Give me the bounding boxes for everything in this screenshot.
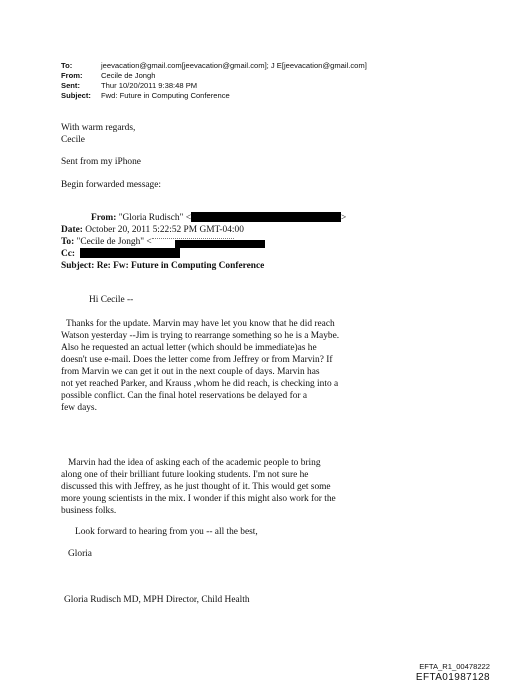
forwarded-to-value: "Cecile de Jongh" < [76, 237, 152, 247]
forwarded-from-value: "Gloria Rudisch" < [118, 213, 191, 223]
forwarded-from-label: From: [91, 213, 117, 223]
header-to-label: To: [61, 61, 73, 70]
forwarded-date-value: October 20, 2011 5:22:52 PM GMT-04:00 [85, 225, 244, 235]
signature-line: Gloria Rudisch MD, MPH Director, Child Health [64, 595, 250, 605]
paragraph-line: few days. [61, 403, 97, 413]
paragraph-line: Marvin had the idea of asking each of the academic people to bring [68, 458, 321, 468]
sent-from-line: Sent from my iPhone [61, 157, 141, 167]
paragraph-line: business folks. [61, 506, 117, 516]
header-sent-row [61, 81, 367, 91]
header-subject-value: Fwd: Future in Computing Conference [101, 91, 230, 100]
paragraph-line: more young scientists in the mix. I wonder if this might also work for the [61, 494, 336, 504]
header-sent-label: Sent: [61, 81, 80, 90]
header-from-value: Cecile de Jongh [101, 71, 156, 80]
paragraph-line: Watson yesterday --Jim is trying to rearrange something so he is a Maybe. [61, 331, 340, 341]
forwarded-cc-row [61, 248, 180, 260]
signoff: Gloria [68, 549, 92, 559]
forwarded-cc-label: Cc: [61, 249, 76, 259]
begin-forwarded-line: Begin forwarded message: [61, 180, 161, 190]
paragraph-line: not yet reached Parker, and Krauss ,whom he did reach, is checking into a [61, 379, 339, 389]
forwarded-date-row [61, 224, 244, 236]
paragraph-line: doesn't use e-mail. Does the letter come from Jeffrey or from Marvin? If [61, 355, 333, 365]
header-to-value: jeevacation@gmail.com[jeevacation@gmail.com]; J E[jeevacation@gmail.com] [101, 61, 367, 70]
paragraph-line: discussed this with Jeffrey, as he just thought of it. This would get some [61, 482, 331, 492]
header-to-row [61, 61, 367, 71]
header-sent-value: Thur 10/20/2011 9:38:48 PM [101, 81, 198, 90]
email-header [61, 61, 367, 101]
redaction-bar [80, 248, 180, 258]
paragraph-line: Also he requested an actual letter (which should be immediate)as he [61, 343, 317, 353]
forwarded-subject-row [61, 260, 264, 272]
forwarded-to-label: To: [61, 237, 75, 247]
regards-line: With warm regards, [61, 123, 136, 133]
redaction-bar [175, 240, 265, 248]
redaction-bar [191, 212, 341, 222]
forwarded-from-end: > [341, 213, 347, 223]
paragraph-line: Thanks for the update. Marvin may have let you know that he did reach [66, 319, 335, 329]
closing-line: Look forward to hearing from you -- all the best, [75, 527, 258, 537]
header-from-label: From: [61, 71, 83, 80]
paragraph-line: possible conflict. Can the final hotel reservations be delayed for a [61, 391, 308, 401]
forwarded-subject-label: Subject: [61, 261, 95, 271]
sender-name: Cecile [61, 135, 85, 145]
header-subject-label: Subject: [61, 91, 91, 100]
header-from-row [61, 71, 367, 81]
forwarded-from-row [91, 212, 346, 224]
greeting: Hi Cecile -- [89, 295, 134, 305]
paragraph-2 [61, 457, 336, 517]
paragraph-1 [61, 318, 339, 414]
bates-number-1: EFTA_R1_00478222 [419, 662, 490, 671]
bates-number-2: EFTA01987128 [415, 672, 490, 683]
forwarded-date-label: Date: [61, 225, 83, 235]
paragraph-line: along one of their brilliant future looking students. I'm not sure he [61, 470, 309, 480]
forwarded-subject-value: Re: Fw: Future in Computing Conference [96, 261, 265, 271]
paragraph-line: from Marvin we can get it out in the next couple of days. Marvin has [61, 367, 320, 377]
header-subject-row [61, 91, 367, 101]
